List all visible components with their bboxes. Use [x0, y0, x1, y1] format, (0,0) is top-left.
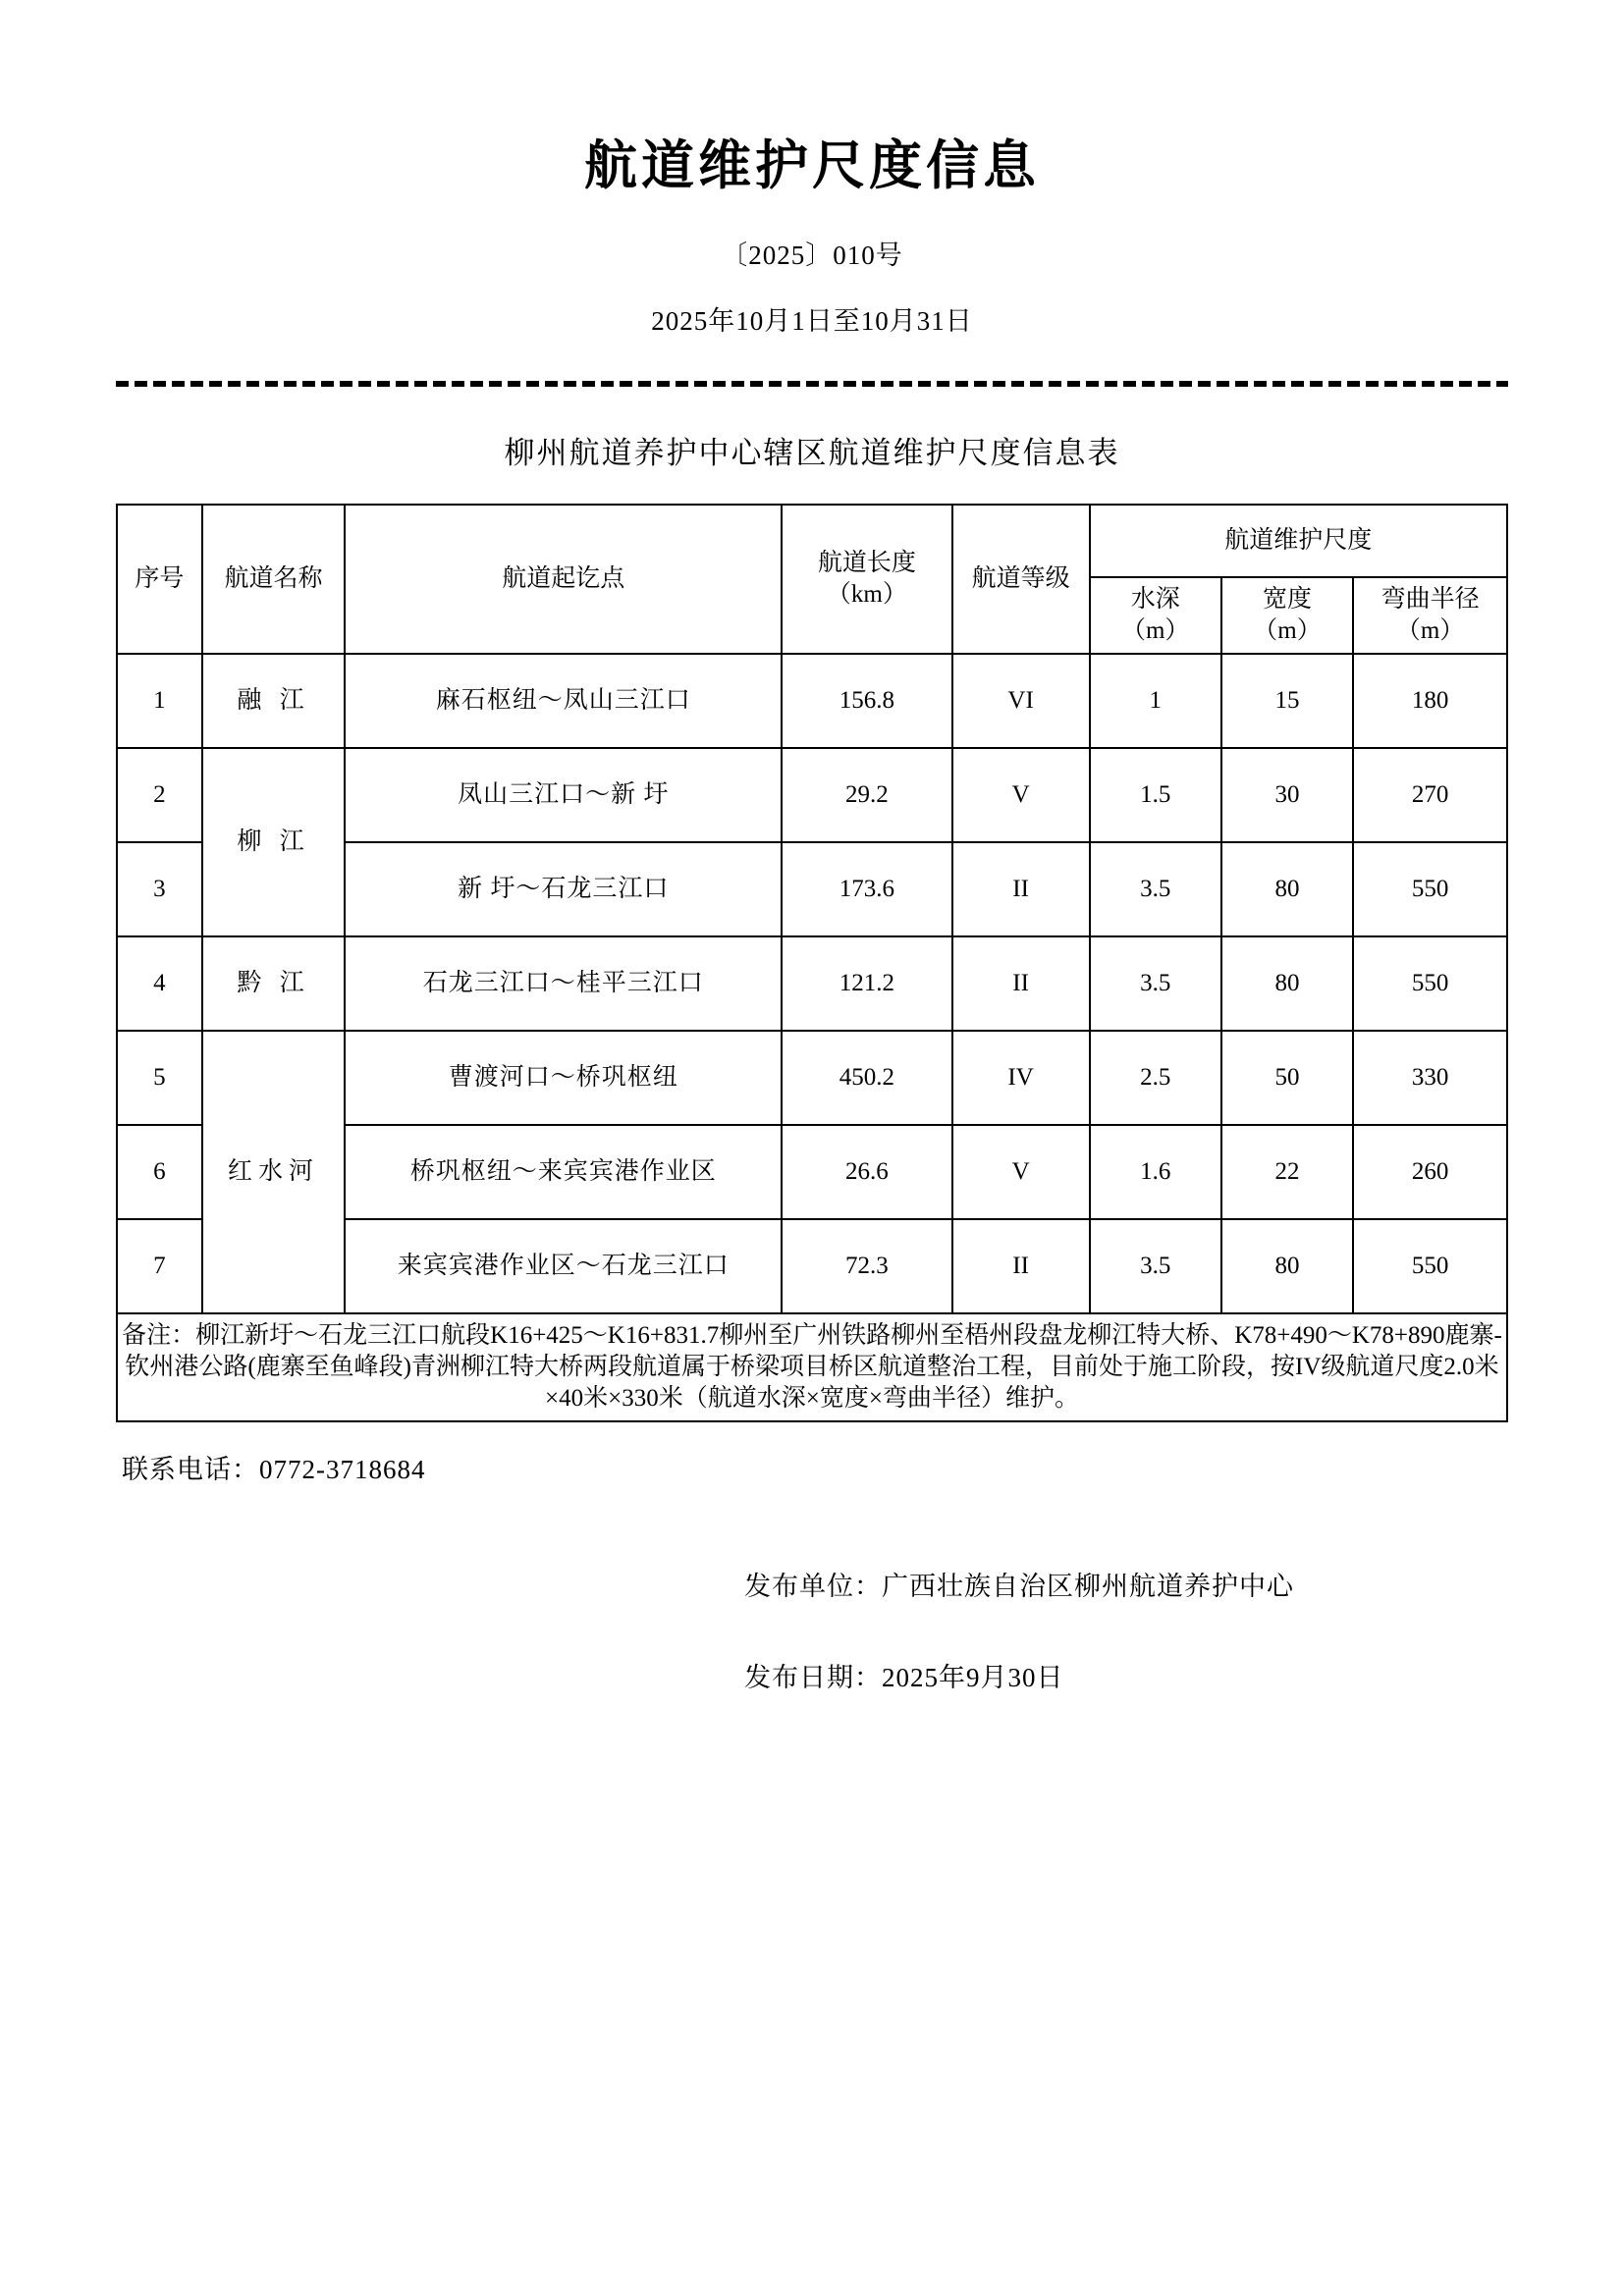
table-row [117, 654, 1507, 748]
table-caption: 柳州航道养护中心辖区航道维护尺度信息表 [504, 436, 1120, 471]
header-grade: 航道等级 [952, 505, 1090, 654]
cell-grade-5: IV [952, 1031, 1090, 1125]
cell-width-6: 22 [1221, 1125, 1353, 1219]
cell-route-5: 曹渡河口～桥巩枢纽 [345, 1031, 782, 1125]
remarks-row [117, 1313, 1507, 1421]
page-title: 航道维护尺度信息 [584, 136, 1040, 195]
cell-route-3: 新 圩～石龙三江口 [345, 842, 782, 936]
header-dimension-group: 航道维护尺度 [1090, 505, 1507, 577]
cell-length-2: 29.2 [782, 748, 951, 842]
header-route: 航道起讫点 [345, 505, 782, 654]
cell-waterway-name-1: 融 江 [202, 654, 346, 748]
cell-no-5: 5 [117, 1031, 202, 1125]
waterway-dimension-table [116, 504, 1508, 1422]
document-number: 〔2025〕010号 [721, 240, 903, 271]
cell-waterway-name-4: 黔 江 [202, 936, 346, 1031]
cell-width-2: 30 [1221, 748, 1353, 842]
cell-grade-7: II [952, 1219, 1090, 1313]
cell-length-7: 72.3 [782, 1219, 951, 1313]
contact-phone: 联系电话：0772-3718684 [122, 1455, 426, 1485]
remarks-cell: 备注：柳江新圩～石龙三江口航段K16+425～K16+831.7柳州至广州铁路柳州至梧州段盘龙柳江特大桥、K78+490～K78+890鹿寨-钦州港公路(鹿寨至鱼峰段)青洲柳江特大桥两段航道属于桥梁项目桥区航道整治工程，目前处于施工阶段，按IV级航道尺度2.0米×40米×330米（航道水深×宽度×弯曲半径）维护。 [117, 1313, 1507, 1421]
cell-no-2: 2 [117, 748, 202, 842]
cell-radius-5: 330 [1353, 1031, 1507, 1125]
issuing-unit: 发布单位：广西壮族自治区柳州航道养护中心 [744, 1572, 1294, 1602]
table-body [117, 654, 1507, 1313]
cell-length-6: 26.6 [782, 1125, 951, 1219]
header-length-label: 航道长度 [817, 550, 916, 577]
cell-route-4: 石龙三江口～桂平三江口 [345, 936, 782, 1031]
cell-no-6: 6 [117, 1125, 202, 1219]
table-row [117, 1031, 1507, 1125]
header-width [1221, 577, 1353, 654]
cell-radius-4: 550 [1353, 936, 1507, 1031]
cell-length-1: 156.8 [782, 654, 951, 748]
header-depth-label: 水深 [1130, 586, 1180, 614]
header-radius-label: 弯曲半径 [1380, 586, 1480, 614]
cell-no-4: 4 [117, 936, 202, 1031]
table-row [117, 748, 1507, 842]
cell-no-3: 3 [117, 842, 202, 936]
cell-waterway-name-2: 柳 江 [202, 748, 346, 936]
cell-depth-2: 1.5 [1090, 748, 1221, 842]
header-radius-unit: （m） [1395, 617, 1465, 645]
cell-radius-1: 180 [1353, 654, 1507, 748]
issuer-block [116, 1565, 1508, 1694]
header-length-unit: （km） [826, 581, 907, 609]
header-depth-unit: （m） [1120, 617, 1190, 645]
cell-grade-4: II [952, 936, 1090, 1031]
cell-width-1: 15 [1221, 654, 1353, 748]
cell-width-7: 80 [1221, 1219, 1353, 1313]
cell-width-4: 80 [1221, 936, 1353, 1031]
cell-depth-5: 2.5 [1090, 1031, 1221, 1125]
table-footer [117, 1313, 1507, 1421]
table-header [117, 505, 1507, 654]
cell-length-3: 173.6 [782, 842, 951, 936]
cell-depth-4: 3.5 [1090, 936, 1221, 1031]
cell-no-7: 7 [117, 1219, 202, 1313]
cell-radius-6: 260 [1353, 1125, 1507, 1219]
header-depth [1090, 577, 1221, 654]
cell-depth-1: 1 [1090, 654, 1221, 748]
cell-route-2: 凤山三江口～新 圩 [345, 748, 782, 842]
cell-waterway-name-5: 红水河 [202, 1031, 346, 1313]
cell-length-4: 121.2 [782, 936, 951, 1031]
cell-grade-3: II [952, 842, 1090, 936]
header-length [782, 505, 951, 654]
cell-depth-7: 3.5 [1090, 1219, 1221, 1313]
cell-grade-6: V [952, 1125, 1090, 1219]
header-radius [1353, 577, 1507, 654]
header-no: 序号 [117, 505, 202, 654]
header-width-label: 宽度 [1263, 586, 1313, 614]
header-waterway-name: 航道名称 [202, 505, 346, 654]
cell-route-7: 来宾宾港作业区～石龙三江口 [345, 1219, 782, 1313]
cell-grade-1: VI [952, 654, 1090, 748]
cell-radius-2: 270 [1353, 748, 1507, 842]
cell-depth-3: 3.5 [1090, 842, 1221, 936]
cell-no-1: 1 [117, 654, 202, 748]
cell-width-3: 80 [1221, 842, 1353, 936]
cell-length-5: 450.2 [782, 1031, 951, 1125]
dashed-divider [116, 381, 1508, 387]
cell-route-6: 桥巩枢纽～来宾宾港作业区 [345, 1125, 782, 1219]
table-header-row-1 [117, 505, 1507, 577]
cell-radius-3: 550 [1353, 842, 1507, 936]
cell-depth-6: 1.6 [1090, 1125, 1221, 1219]
cell-grade-2: V [952, 748, 1090, 842]
table-row [117, 936, 1507, 1031]
cell-width-5: 50 [1221, 1031, 1353, 1125]
cell-radius-7: 550 [1353, 1219, 1507, 1313]
issue-date: 发布日期：2025年9月30日 [744, 1663, 1064, 1693]
cell-route-1: 麻石枢纽～凤山三江口 [345, 654, 782, 748]
header-width-unit: （m） [1253, 617, 1322, 645]
document-period: 2025年10月1日至10月31日 [651, 306, 973, 337]
